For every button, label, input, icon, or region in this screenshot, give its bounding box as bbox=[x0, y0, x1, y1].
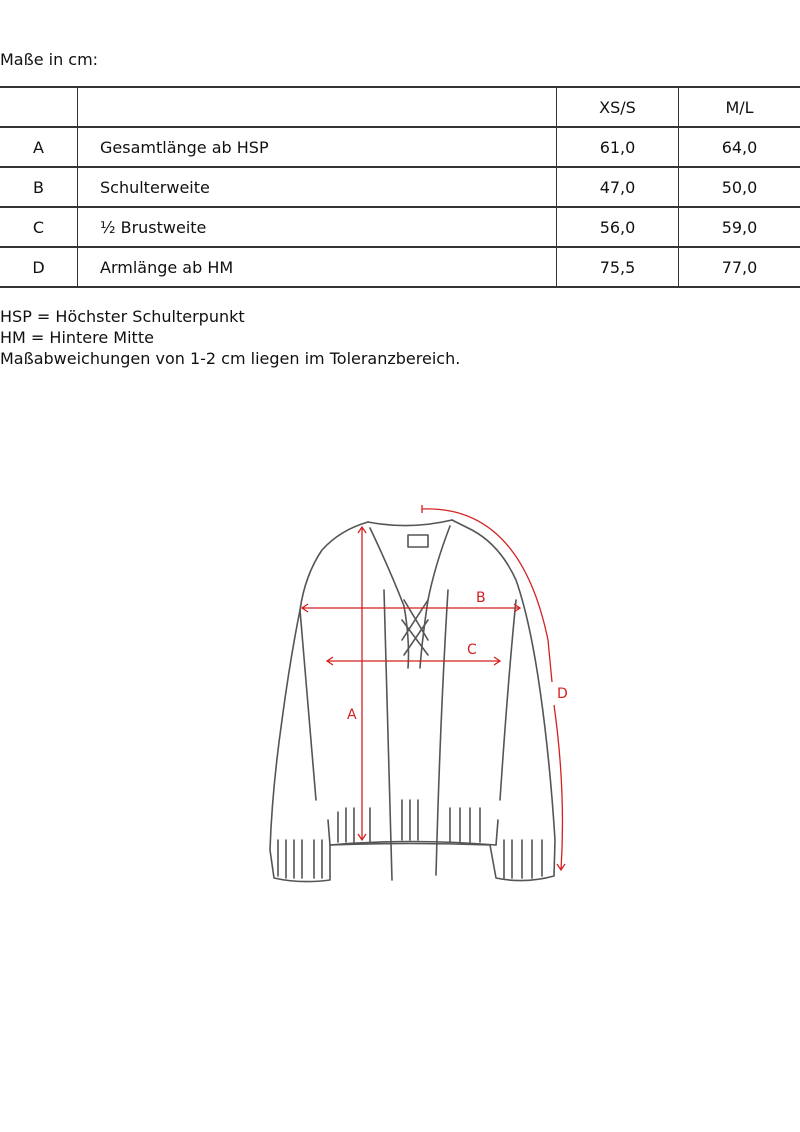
row-label: Schulterweite bbox=[78, 167, 557, 207]
row-m-l: 50,0 bbox=[679, 167, 800, 207]
row-code: C bbox=[0, 207, 78, 247]
note-hm: HM = Hintere Mitte bbox=[0, 328, 154, 347]
page-title: Maße in cm: bbox=[0, 50, 99, 69]
row-code: D bbox=[0, 247, 78, 287]
label-b: B bbox=[476, 590, 486, 606]
row-xs-s: 56,0 bbox=[557, 207, 679, 247]
note-tolerance: Maßabweichungen von 1-2 cm liegen im Toleranzbereich. bbox=[0, 349, 461, 368]
header-cell-xs-s: XS/S bbox=[557, 87, 679, 127]
row-m-l: 64,0 bbox=[679, 127, 800, 167]
measure-a-line bbox=[358, 527, 366, 840]
row-label: Armlänge ab HM bbox=[78, 247, 557, 287]
label-a: A bbox=[347, 707, 357, 723]
row-m-l: 77,0 bbox=[679, 247, 800, 287]
header-cell-m-l: M/L bbox=[679, 87, 800, 127]
row-code: B bbox=[0, 167, 78, 207]
row-xs-s: 61,0 bbox=[557, 127, 679, 167]
row-xs-s: 75,5 bbox=[557, 247, 679, 287]
measurement-lines bbox=[302, 505, 565, 870]
row-label: Gesamtlänge ab HSP bbox=[78, 127, 557, 167]
note-hsp: HSP = Höchster Schulterpunkt bbox=[0, 307, 245, 326]
label-c: C bbox=[467, 642, 477, 658]
label-d: D bbox=[557, 686, 568, 702]
sweater-sketch bbox=[270, 520, 555, 882]
row-code: A bbox=[0, 127, 78, 167]
measure-c-line bbox=[327, 657, 500, 665]
row-xs-s: 47,0 bbox=[557, 167, 679, 207]
row-m-l: 59,0 bbox=[679, 207, 800, 247]
row-label: ½ Brustweite bbox=[78, 207, 557, 247]
